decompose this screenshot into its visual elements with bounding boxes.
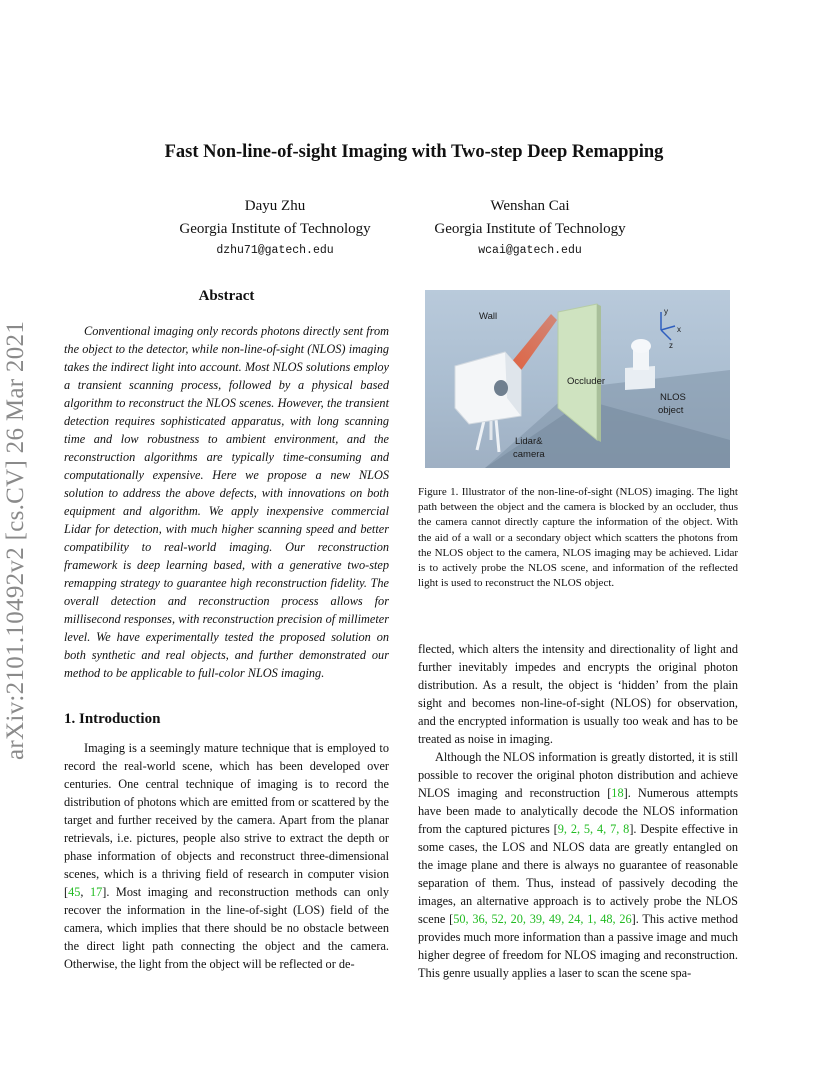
abstract-body bbox=[64, 322, 389, 682]
caption-text: Figure 1. Illustrator of the non-line-of-sight (NLOS) imaging. The light path between the object and the camera is blocked by an occluder, thus the camera cannot directly capture the information of the object. With the aid of a wall or a secondary object which scatters the photons from the NLOS object to the camera, NLOS imaging may be achieved. Lidar is to actively probe the NLOS scene, and information of the reflected light is used to reconstruct the NLOS object. bbox=[418, 486, 738, 590]
author-name: Wenshan Cai bbox=[490, 198, 570, 214]
label-occluder: Occluder bbox=[567, 376, 606, 387]
figure-1-caption bbox=[418, 485, 738, 591]
figure-1-illustration bbox=[425, 290, 730, 468]
citation-link[interactable]: 18 bbox=[611, 786, 624, 800]
author-email: dzhu71@gatech.edu bbox=[216, 244, 334, 257]
label-lidar: Lidar& bbox=[515, 436, 543, 447]
author-affiliation: Georgia Institute of Technology bbox=[179, 221, 371, 237]
intro-body bbox=[64, 739, 389, 973]
occluder-edge bbox=[597, 304, 601, 442]
label-object: object bbox=[658, 405, 684, 416]
axis-z-label: z bbox=[669, 341, 673, 350]
right-text: ]. Despite effective in some cases, the LOS and NLOS data are greatly entangled on the image plane and there is always no guarantee of reasonable separation of them. Thus, instead of passively decoding the images, an alternative approach is to actively probe the NLOS scene [ bbox=[418, 822, 738, 926]
right-paragraph-1: flected, which alters the intensity and directionality of light and further inevitably impedes and encrypts the original photon distribution. As a result, the object is ‘hidden’ from the plain sight and becomes non-line-of-sight (NLOS) for observation, and the encrypted information is usually too weak and has to be treated as noise in imaging. bbox=[418, 642, 738, 746]
author-affiliation: Georgia Institute of Technology bbox=[434, 221, 626, 237]
citation-link[interactable]: 9, 2, 5, 4, 7, 8 bbox=[557, 822, 630, 836]
author-name: Dayu Zhu bbox=[244, 198, 306, 214]
citation-link[interactable]: 17 bbox=[89, 885, 103, 899]
citation-link[interactable]: 45 bbox=[68, 885, 81, 899]
nlos-object-dome bbox=[631, 339, 651, 353]
intro-text: ]. Most imaging and reconstruction methods can only recover the information in the line-of-sight (LOS) field of the camera, which implies that there should be no obstacle between the direct light path connecting the object and the camera. Otherwise, the light from the object will be reflected or de- bbox=[64, 885, 389, 971]
intro-paragraph bbox=[64, 739, 389, 973]
right-paragraph-2 bbox=[418, 748, 738, 982]
abstract-text: Conventional imaging only records photons directly sent from the object to the detector, while non-line-of-sight (NLOS) imaging takes the indirect light into account. Most NLOS solutions employ a transient scanning process, followed by a physical based algorithm to reconstruct the NLOS scenes. However, the transient detection requires sophisticated apparatus, with long scanning time and low robustness to ambient environment, and the reconstruction algorithms are typically time-consuming and computationally expensive. Here we propose a new NLOS solution to address the above defects, with innovations on both equipment and algorithm. We apply inexpensive commercial Lidar for detection, with much higher scanning speed and better compatibility to real-world imaging. Our reconstruction framework is deep learning based, with a generative two-step remapping strategy to guarantee high reconstruction fidelity. The overall detection and reconstruction process allows for millisecond responses, with reconstruction precision of millimeter level. We have experimentally tested the proposed solution on both synthetic and real objects, and further demonstrated our method to be applicable to full-color NLOS imaging. bbox=[64, 324, 389, 680]
right-column-body bbox=[418, 640, 738, 982]
axis-y-label: y bbox=[664, 307, 668, 316]
citation-link[interactable]: 50, 36, 52, 20, 39, 49, 24, 1, 48, 26 bbox=[453, 912, 632, 926]
author-block-1 bbox=[145, 195, 405, 261]
arxiv-stamp: arXiv:2101.10492v2 [cs.CV] 26 Mar 2021 bbox=[2, 320, 29, 760]
axis-x-label: x bbox=[677, 325, 681, 334]
abstract-heading: Abstract bbox=[198, 288, 255, 304]
section-heading-introduction: 1. Introduction bbox=[64, 711, 161, 727]
paper-title: Fast Non-line-of-sight Imaging with Two-step Deep Remapping bbox=[164, 142, 664, 162]
nlos-scene-svg bbox=[425, 290, 730, 468]
author-email: wcai@gatech.edu bbox=[478, 244, 582, 257]
author-block-2 bbox=[400, 195, 660, 261]
right-text: Although the NLOS information is greatly distorted, it is still possible to recover the original photon distribution and achieve NLOS imaging and reconstruction [ bbox=[418, 750, 738, 800]
label-wall: Wall bbox=[479, 311, 498, 322]
label-nlos: NLOS bbox=[660, 392, 686, 403]
label-camera: camera bbox=[513, 449, 545, 460]
right-text: ]. This active method provides much more information than a passive image and much higher degree of freedom for NLOS imaging and reconstruction. This genre usually applies a laser to scan the scene spa- bbox=[418, 912, 739, 980]
right-text: ]. Numerous attempts have been made to analytically decode the NLOS information from the captured pictures [ bbox=[418, 786, 738, 836]
camera-lens bbox=[494, 380, 508, 396]
intro-text: Imaging is a seemingly mature technique that is employed to record the real-world scene, which has been developed over centuries. One central technique of imaging is to record the distribution of photons which are emitted from or scattered by the target and further received by the camera. Apart from the planar retrievals, i.e. pictures, people also strive to extract the depth or phase information of objects and reconstruct three-dimensional scenes, which is a thriving field of research in computer vision [ bbox=[64, 741, 389, 899]
intro-text: , bbox=[80, 885, 90, 899]
